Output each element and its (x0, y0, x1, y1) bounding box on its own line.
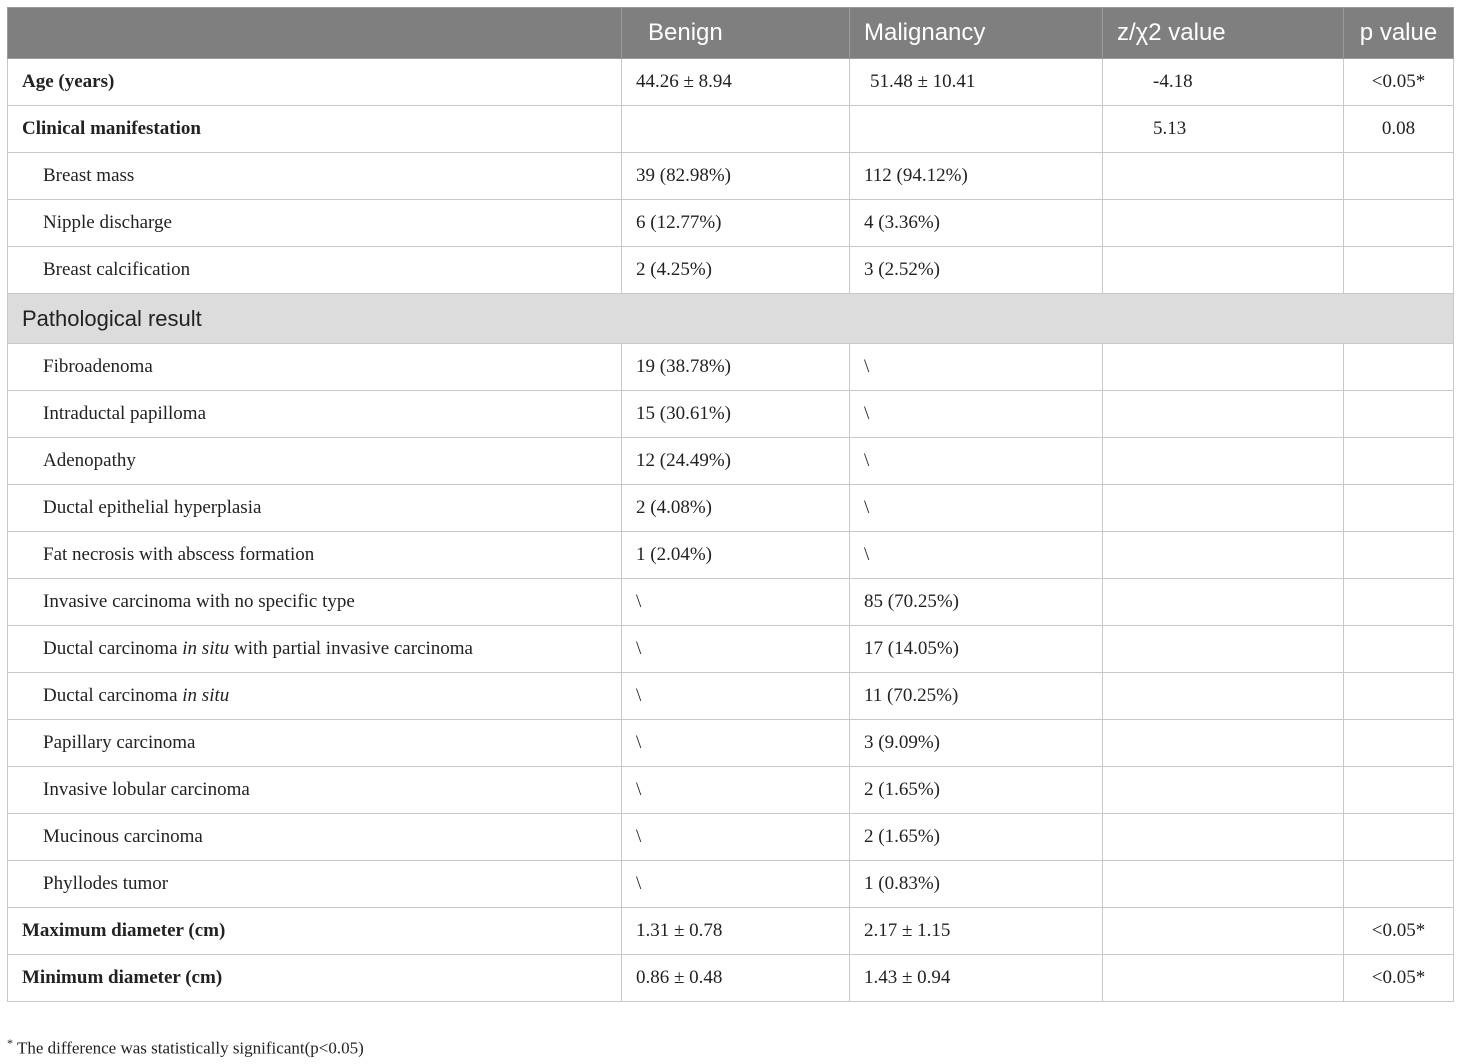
z-cell (1103, 532, 1344, 579)
benign-cell: \ (622, 814, 850, 861)
z-cell (1103, 153, 1344, 200)
header-row (8, 8, 1454, 59)
malignancy-cell: \ (850, 344, 1103, 391)
label-part: Ductal carcinoma (43, 685, 183, 706)
row-label: Phyllodes tumor (8, 861, 622, 908)
row-label: Maximum diameter (cm) (8, 908, 622, 955)
p-cell (1344, 344, 1454, 391)
malignancy-cell: 2.17 ± 1.15 (850, 908, 1103, 955)
header-label (8, 8, 622, 59)
table-row (8, 344, 1454, 391)
table-row (8, 908, 1454, 955)
header-z-value: z/χ2 value (1103, 8, 1344, 59)
z-cell (1103, 767, 1344, 814)
row-label: Minimum diameter (cm) (8, 955, 622, 1002)
z-cell (1103, 247, 1344, 294)
row-label: Ductal epithelial hyperplasia (8, 485, 622, 532)
benign-cell: 12 (24.49%) (622, 438, 850, 485)
p-cell (1344, 673, 1454, 720)
label-italic: in situ (182, 685, 230, 706)
footnote-text: The difference was statistically significant(p<0.05) (13, 1038, 364, 1058)
malignancy-cell: 4 (3.36%) (850, 200, 1103, 247)
benign-cell: \ (622, 673, 850, 720)
header-malignancy: Malignancy (850, 8, 1103, 59)
z-cell (1103, 200, 1344, 247)
row-label: Fibroadenoma (8, 344, 622, 391)
p-cell (1344, 814, 1454, 861)
malignancy-cell: 11 (70.25%) (850, 673, 1103, 720)
p-cell (1344, 861, 1454, 908)
table-container (7, 7, 1453, 1002)
table-row (8, 767, 1454, 814)
benign-cell: 15 (30.61%) (622, 391, 850, 438)
table-row (8, 391, 1454, 438)
footnote-mark: * (7, 1036, 13, 1050)
table-row (8, 106, 1454, 153)
table-row (8, 626, 1454, 673)
benign-cell: 2 (4.25%) (622, 247, 850, 294)
malignancy-cell: 3 (2.52%) (850, 247, 1103, 294)
p-cell (1344, 626, 1454, 673)
row-label: Age (years) (8, 59, 622, 106)
p-cell (1344, 438, 1454, 485)
p-cell (1344, 579, 1454, 626)
p-cell: <0.05* (1344, 955, 1454, 1002)
z-cell (1103, 908, 1344, 955)
row-label: Nipple discharge (8, 200, 622, 247)
p-cell (1344, 532, 1454, 579)
malignancy-cell: 2 (1.65%) (850, 767, 1103, 814)
benign-cell: \ (622, 720, 850, 767)
z-cell (1103, 955, 1344, 1002)
row-label (8, 673, 622, 720)
malignancy-cell: \ (850, 438, 1103, 485)
table-row (8, 673, 1454, 720)
p-cell (1344, 485, 1454, 532)
z-cell (1103, 438, 1344, 485)
malignancy-cell: 1 (0.83%) (850, 861, 1103, 908)
table-row (8, 59, 1454, 106)
z-cell (1103, 673, 1344, 720)
p-cell (1344, 391, 1454, 438)
p-cell (1344, 720, 1454, 767)
table-row (8, 814, 1454, 861)
row-label: Mucinous carcinoma (8, 814, 622, 861)
row-label: Breast calcification (8, 247, 622, 294)
table-row (8, 720, 1454, 767)
malignancy-cell: 112 (94.12%) (850, 153, 1103, 200)
benign-cell: 0.86 ± 0.48 (622, 955, 850, 1002)
z-cell (1103, 861, 1344, 908)
malignancy-cell: \ (850, 485, 1103, 532)
z-cell (1103, 720, 1344, 767)
header-benign: Benign (622, 8, 850, 59)
benign-cell: 39 (82.98%) (622, 153, 850, 200)
label-italic: in situ (182, 638, 230, 659)
label-part: Ductal carcinoma (43, 638, 183, 659)
row-label: Invasive carcinoma with no specific type (8, 579, 622, 626)
malignancy-cell: \ (850, 391, 1103, 438)
z-cell (1103, 626, 1344, 673)
z-cell (1103, 814, 1344, 861)
benign-cell: \ (622, 861, 850, 908)
benign-cell: 19 (38.78%) (622, 344, 850, 391)
p-cell (1344, 247, 1454, 294)
row-label: Intraductal papilloma (8, 391, 622, 438)
header-p-value: p value (1344, 8, 1454, 59)
p-cell: <0.05* (1344, 59, 1454, 106)
benign-cell: \ (622, 579, 850, 626)
malignancy-cell: 2 (1.65%) (850, 814, 1103, 861)
table-row (8, 200, 1454, 247)
row-label: Fat necrosis with abscess formation (8, 532, 622, 579)
row-label: Breast mass (8, 153, 622, 200)
p-cell (1344, 200, 1454, 247)
row-label: Adenopathy (8, 438, 622, 485)
p-cell (1344, 153, 1454, 200)
z-cell (1103, 391, 1344, 438)
z-cell (1103, 579, 1344, 626)
p-cell (1344, 767, 1454, 814)
table-row (8, 955, 1454, 1002)
benign-cell: \ (622, 767, 850, 814)
row-label: Invasive lobular carcinoma (8, 767, 622, 814)
p-cell: 0.08 (1344, 106, 1454, 153)
malignancy-cell: 51.48 ± 10.41 (850, 59, 1103, 106)
table-row (8, 247, 1454, 294)
benign-cell: 2 (4.08%) (622, 485, 850, 532)
row-label: Clinical manifestation (8, 106, 622, 153)
table-row (8, 153, 1454, 200)
section-row (8, 294, 1454, 344)
benign-cell: 1.31 ± 0.78 (622, 908, 850, 955)
malignancy-cell: 17 (14.05%) (850, 626, 1103, 673)
benign-cell: 44.26 ± 8.94 (622, 59, 850, 106)
table-row (8, 861, 1454, 908)
table-row (8, 532, 1454, 579)
data-table (7, 7, 1454, 1002)
p-cell: <0.05* (1344, 908, 1454, 955)
label-part: with partial invasive carcinoma (229, 638, 473, 659)
z-cell (1103, 485, 1344, 532)
table-row (8, 485, 1454, 532)
table-row (8, 579, 1454, 626)
malignancy-cell: 1.43 ± 0.94 (850, 955, 1103, 1002)
z-cell: -4.18 (1103, 59, 1344, 106)
malignancy-cell: 85 (70.25%) (850, 579, 1103, 626)
benign-cell: \ (622, 626, 850, 673)
malignancy-cell: 3 (9.09%) (850, 720, 1103, 767)
z-cell: 5.13 (1103, 106, 1344, 153)
benign-cell: 6 (12.77%) (622, 200, 850, 247)
malignancy-cell (850, 106, 1103, 153)
row-label: Papillary carcinoma (8, 720, 622, 767)
section-label: Pathological result (8, 294, 1454, 344)
table-footnote (7, 1036, 364, 1059)
row-label (8, 626, 622, 673)
z-cell (1103, 344, 1344, 391)
benign-cell (622, 106, 850, 153)
malignancy-cell: \ (850, 532, 1103, 579)
table-row (8, 438, 1454, 485)
benign-cell: 1 (2.04%) (622, 532, 850, 579)
